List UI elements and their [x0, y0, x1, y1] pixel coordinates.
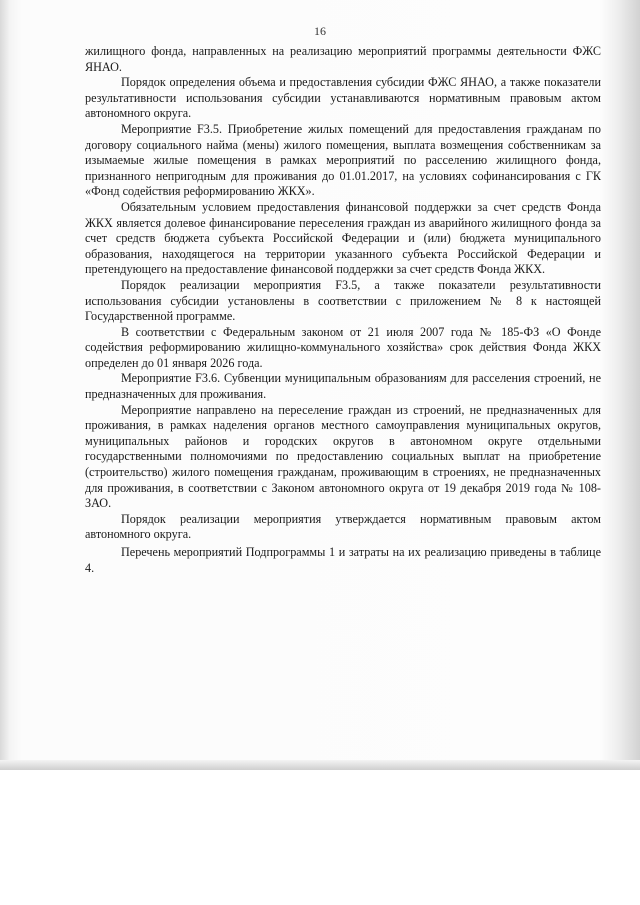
document-body: [85, 44, 601, 576]
paragraph-7: Мероприятие F3.6. Субвенции муниципальным образованиям для расселения строений, не предназначенных для проживания.: [85, 371, 601, 402]
paragraph-10: Перечень мероприятий Подпрограммы 1 и затраты на их реализацию приведены в таблице 4.: [85, 545, 601, 575]
paragraph-9: Порядок реализации мероприятия утверждается нормативным правовым актом автономного округа.: [85, 511, 601, 542]
paragraph-8: Мероприятие направлено на переселение граждан из строений, не предназначенных для проживания, в рамках наделения органов местного самоуправления муниципальных округов, муниципальных районов и городских округов в автономном округе отдельными государственными полномочиями по предоставлению социальных выплат на приобретение (строительство) жилого помещения гражданам, проживающим в строениях, не предназначенных для проживания, в соответствии с Законом автономного округа от 19 декабря 2019 года № 108-ЗАО.: [85, 402, 601, 511]
paragraph-6: В соответствии с Федеральным законом от 21 июля 2007 года № 185-ФЗ «О Фонде содействия реформированию жилищно-коммунального хозяйства» срок действия Фонда ЖКХ определен до 01 января 2026 года.: [85, 324, 601, 370]
paragraph-4: Обязательным условием предоставления финансовой поддержки за счет средств Фонда ЖКХ является долевое финансирование переселения граждан из аварийного жилищного фонда за счет средств бюджета субъекта Российской Федерации и (или) бюджета муниципального образования, находящегося на территории указанного субъекта Российской Федерации и претендующего на предоставление финансовой поддержки за счет средств Фонда ЖКХ.: [85, 199, 601, 277]
paragraph-5: Порядок реализации мероприятия F3.5, а также показатели результативности использования субсидии установлены в соответствии с приложением № 8 к настоящей Государственной программе.: [85, 277, 601, 324]
paragraph-1: жилищного фонда, направленных на реализацию мероприятий программы деятельности ФЖС ЯНАО.: [85, 44, 601, 74]
paragraph-2: Порядок определения объема и предоставления субсидии ФЖС ЯНАО, а также показатели результативности использования субсидии устанавливаются нормативным правовым актом автономного округа.: [85, 75, 601, 121]
page-number: 16: [314, 24, 326, 38]
paragraph-3: Мероприятие F3.5. Приобретение жилых помещений для предоставления гражданам по договору социального найма (мены) жилого помещения, выплата возмещения собственникам за изымаемые жилые помещения в рамках мероприятий по расселению жилищного фонда, признанного непригодным для проживания до 01.01.2017, на условиях софинансирования с ГК «Фонд содействия реформированию ЖКХ».: [85, 121, 601, 199]
